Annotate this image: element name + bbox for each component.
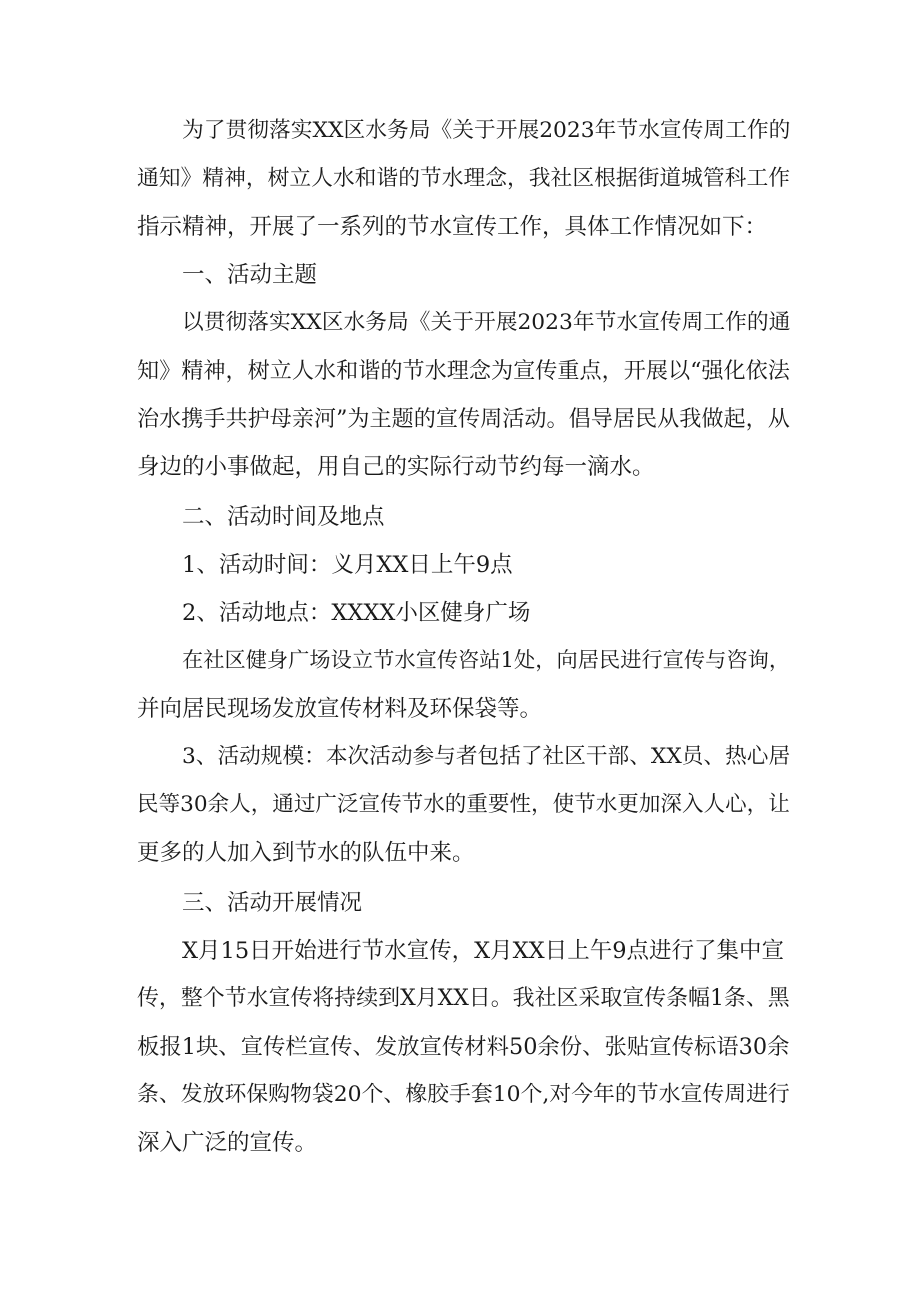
text-line: 在社区健身广场设立节水宣传咨站1处，向居民进行宣传与咨询， (182, 648, 791, 673)
text-line: 通知》精神，树立人水和谐的节水理念，我社区根据街道城管科工作 (137, 166, 790, 191)
text-line: 1、活动时间：义月XX日上午9点 (182, 552, 513, 578)
section-heading: 二、活动时间及地点 (182, 504, 385, 530)
text-line: 为了贯彻落实XX区水务局《关于开展2023年节水宣传周工作的 (182, 118, 791, 143)
text-line: 知》精神，树立人水和谐的节水理念为宣传重点，开展以“强化依法 (137, 358, 790, 384)
text-line: 治水携手共护母亲河”为主题的宣传周活动。倡导居民从我做起，从 (137, 406, 790, 432)
text-line: 民等30余人，通过广泛宣传节水的重要性，使节水更加深入人心，让 (137, 792, 790, 817)
text-line: 3、活动规模：本次活动参与者包括了社区干部、XX员、热心居 (182, 744, 791, 769)
text-line: X月15日开始进行节水宣传，X月XX日上午9点进行了集中宣 (182, 938, 785, 964)
text-line: 更多的人加入到节水的队伍中来。 (137, 840, 475, 866)
section-heading: 一、活动主题 (182, 262, 318, 288)
text-line: 传，整个节水宣传将持续到X月XX日。我社区采取宣传条幅1条、黑 (137, 986, 790, 1011)
text-line: 条、发放环保购物袋20个、橡胶手套10个,对今年的节水宣传周进行 (137, 1082, 790, 1107)
text-line: 以贯彻落实XX区水务局《关于开展2023年节水宣传周工作的通 (182, 310, 791, 335)
text-line: 身边的小事做起，用自己的实际行动节约每一滴水。 (137, 454, 655, 480)
text-line: 2、活动地点：XXXX小区健身广场 (182, 600, 531, 626)
text-line: 深入广泛的宣传。 (137, 1130, 318, 1156)
text-line: 并向居民现场发放宣传材料及环保袋等。 (137, 696, 543, 722)
section-heading: 三、活动开展情况 (182, 890, 363, 916)
text-line: 板报1块、宣传栏宣传、发放宣传材料50余份、张贴宣传标语30余 (137, 1034, 790, 1060)
text-line: 指示精神，开展了一系列的节水宣传工作，具体工作情况如下： (137, 214, 768, 240)
